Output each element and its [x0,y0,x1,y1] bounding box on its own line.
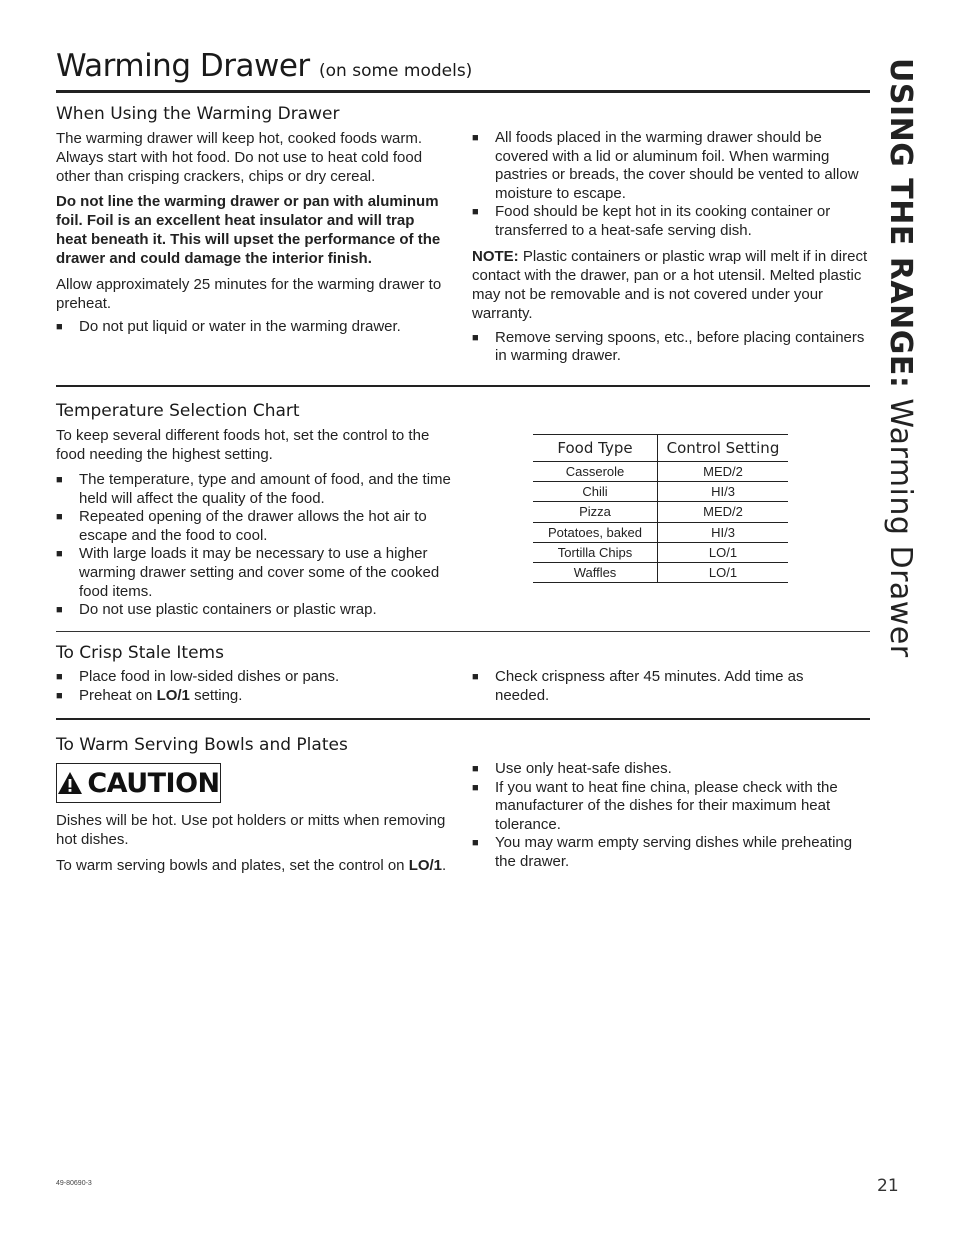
control-setting-cell: MED/2 [658,502,789,522]
caution-word: CAUTION [87,767,220,799]
list-item [56,687,456,706]
section3-left-column [56,668,456,705]
section4-right-column [472,760,872,872]
column-header-control-setting: Control Setting [658,435,789,462]
temperature-table [533,434,788,583]
preheat-paragraph: Allow approximately 25 minutes for the warming drawer to preheat. [56,276,442,312]
section-heading-temperature: Temperature Selection Chart [56,401,300,421]
section4-left-column [56,812,456,875]
section-divider [56,718,870,720]
table-row [533,462,788,482]
section-divider [56,631,870,632]
control-setting-cell: HI/3 [658,482,789,502]
section2-left-column [56,426,456,620]
section1-right-column [472,129,870,366]
note-label: NOTE: [472,247,519,265]
list-item: ■ All foods placed in the warming drawer should be covered with a lid or aluminum foil. When warming pastries or breads, the cover should be vented to allow moisture to escape. [472,129,870,203]
food-type-cell: Waffles [533,562,658,582]
section-heading-crisp: To Crisp Stale Items [56,643,224,663]
caution-label-box [56,763,221,803]
list-item: ■ Do not use plastic containers or plastic wrap. [56,601,456,620]
document-code: 49-80690-3 [56,1180,92,1187]
list-item: ■ Repeated opening of the drawer allows the hot air to escape and the food to cool. [56,508,456,545]
temperature-intro: To keep several different foods hot, set the control to the food needing the highest setting. [56,427,430,463]
side-tab-light: Warming Drawer [883,388,918,658]
control-setting-cell: HI/3 [658,522,789,542]
food-type-cell: Pizza [533,502,658,522]
list-item: ■ Remove serving spoons, etc., before placing containers in warming drawer. [472,329,870,366]
food-type-cell: Tortilla Chips [533,542,658,562]
side-tab-bold: USING THE RANGE: [883,58,918,389]
side-tab [880,58,920,658]
food-type-cell: Chili [533,482,658,502]
instruction-prefix: To warm serving bowls and plates, set the control on [56,857,409,874]
warm-dishes-instruction [56,856,456,875]
table-row [533,502,788,522]
warning-triangle-icon [57,771,83,795]
foil-warning: Do not line the warming drawer or pan with aluminum foil. Foil is an excellent heat insulator and will trap heat beneath it. This will upset the performance of the drawer and could damage the interior finish. [56,193,441,267]
table-row [533,482,788,502]
preheat-setting: LO/1 [156,686,190,704]
title-main: Warming Drawer [56,48,310,84]
caution-text: Dishes will be hot. Use pot holders or mitts when removing hot dishes. [56,812,446,848]
preheat-prefix: Preheat on [79,686,157,704]
title-rule [56,90,870,93]
list-item: ■ With large loads it may be necessary to use a higher warming drawer setting and cover some of the cooked food items. [56,545,456,601]
control-setting-cell: LO/1 [658,542,789,562]
section3-right-column [472,668,852,705]
control-setting-cell: MED/2 [658,462,789,482]
section1-left-column [56,129,448,337]
food-type-cell: Potatoes, baked [533,522,658,542]
note-text: Plastic containers or plastic wrap will melt if in direct contact with the drawer, pan or a hot utensil. Melted plastic may not be removable and is not covered under your warranty. [472,247,868,322]
side-tab-text [883,58,918,658]
title-sub: (on some models) [319,61,473,81]
preheat-suffix: setting. [189,686,243,704]
list-item: ■ Food should be kept hot in its cooking container or transferred to a heat-safe serving dish. [472,203,870,240]
note-paragraph [472,247,870,323]
table-row [533,542,788,562]
control-setting-cell: LO/1 [658,562,789,582]
section-heading-serving: To Warm Serving Bowls and Plates [56,735,348,755]
list-item: ■ Do not put liquid or water in the warming drawer. [56,318,448,337]
food-type-cell: Casserole [533,462,658,482]
section1-paragraph: The warming drawer will keep hot, cooked foods warm. Always start with hot food. Do not use to heat cold food other than crisping crackers, chips or dry cereal. [56,130,423,185]
list-item: ■ Check crispness after 45 minutes. Add time as needed. [472,668,852,705]
temperature-bullets [56,471,456,620]
list-item: ■ If you want to heat fine china, please check with the manufacturer of the dishes for their maximum heat tolerance. [472,779,872,835]
list-item: ■ You may warm empty serving dishes while preheating the drawer. [472,834,872,871]
column-header-food-type: Food Type [533,435,658,462]
list-item: ■ The temperature, type and amount of food, and the time held will affect the quality of the food. [56,471,456,508]
list-item: ■ Use only heat-safe dishes. [472,760,872,779]
page-number: 21 [877,1176,899,1196]
section-divider [56,385,870,387]
table-header-row [533,435,788,462]
list-item: ■ Place food in low-sided dishes or pans. [56,668,456,687]
temperature-table-wrap [533,434,788,583]
table-row [533,522,788,542]
instruction-suffix: . [442,857,447,874]
instruction-setting: LO/1 [408,857,443,874]
section-heading-using: When Using the Warming Drawer [56,104,340,124]
page-title [56,48,472,84]
table-row [533,562,788,582]
